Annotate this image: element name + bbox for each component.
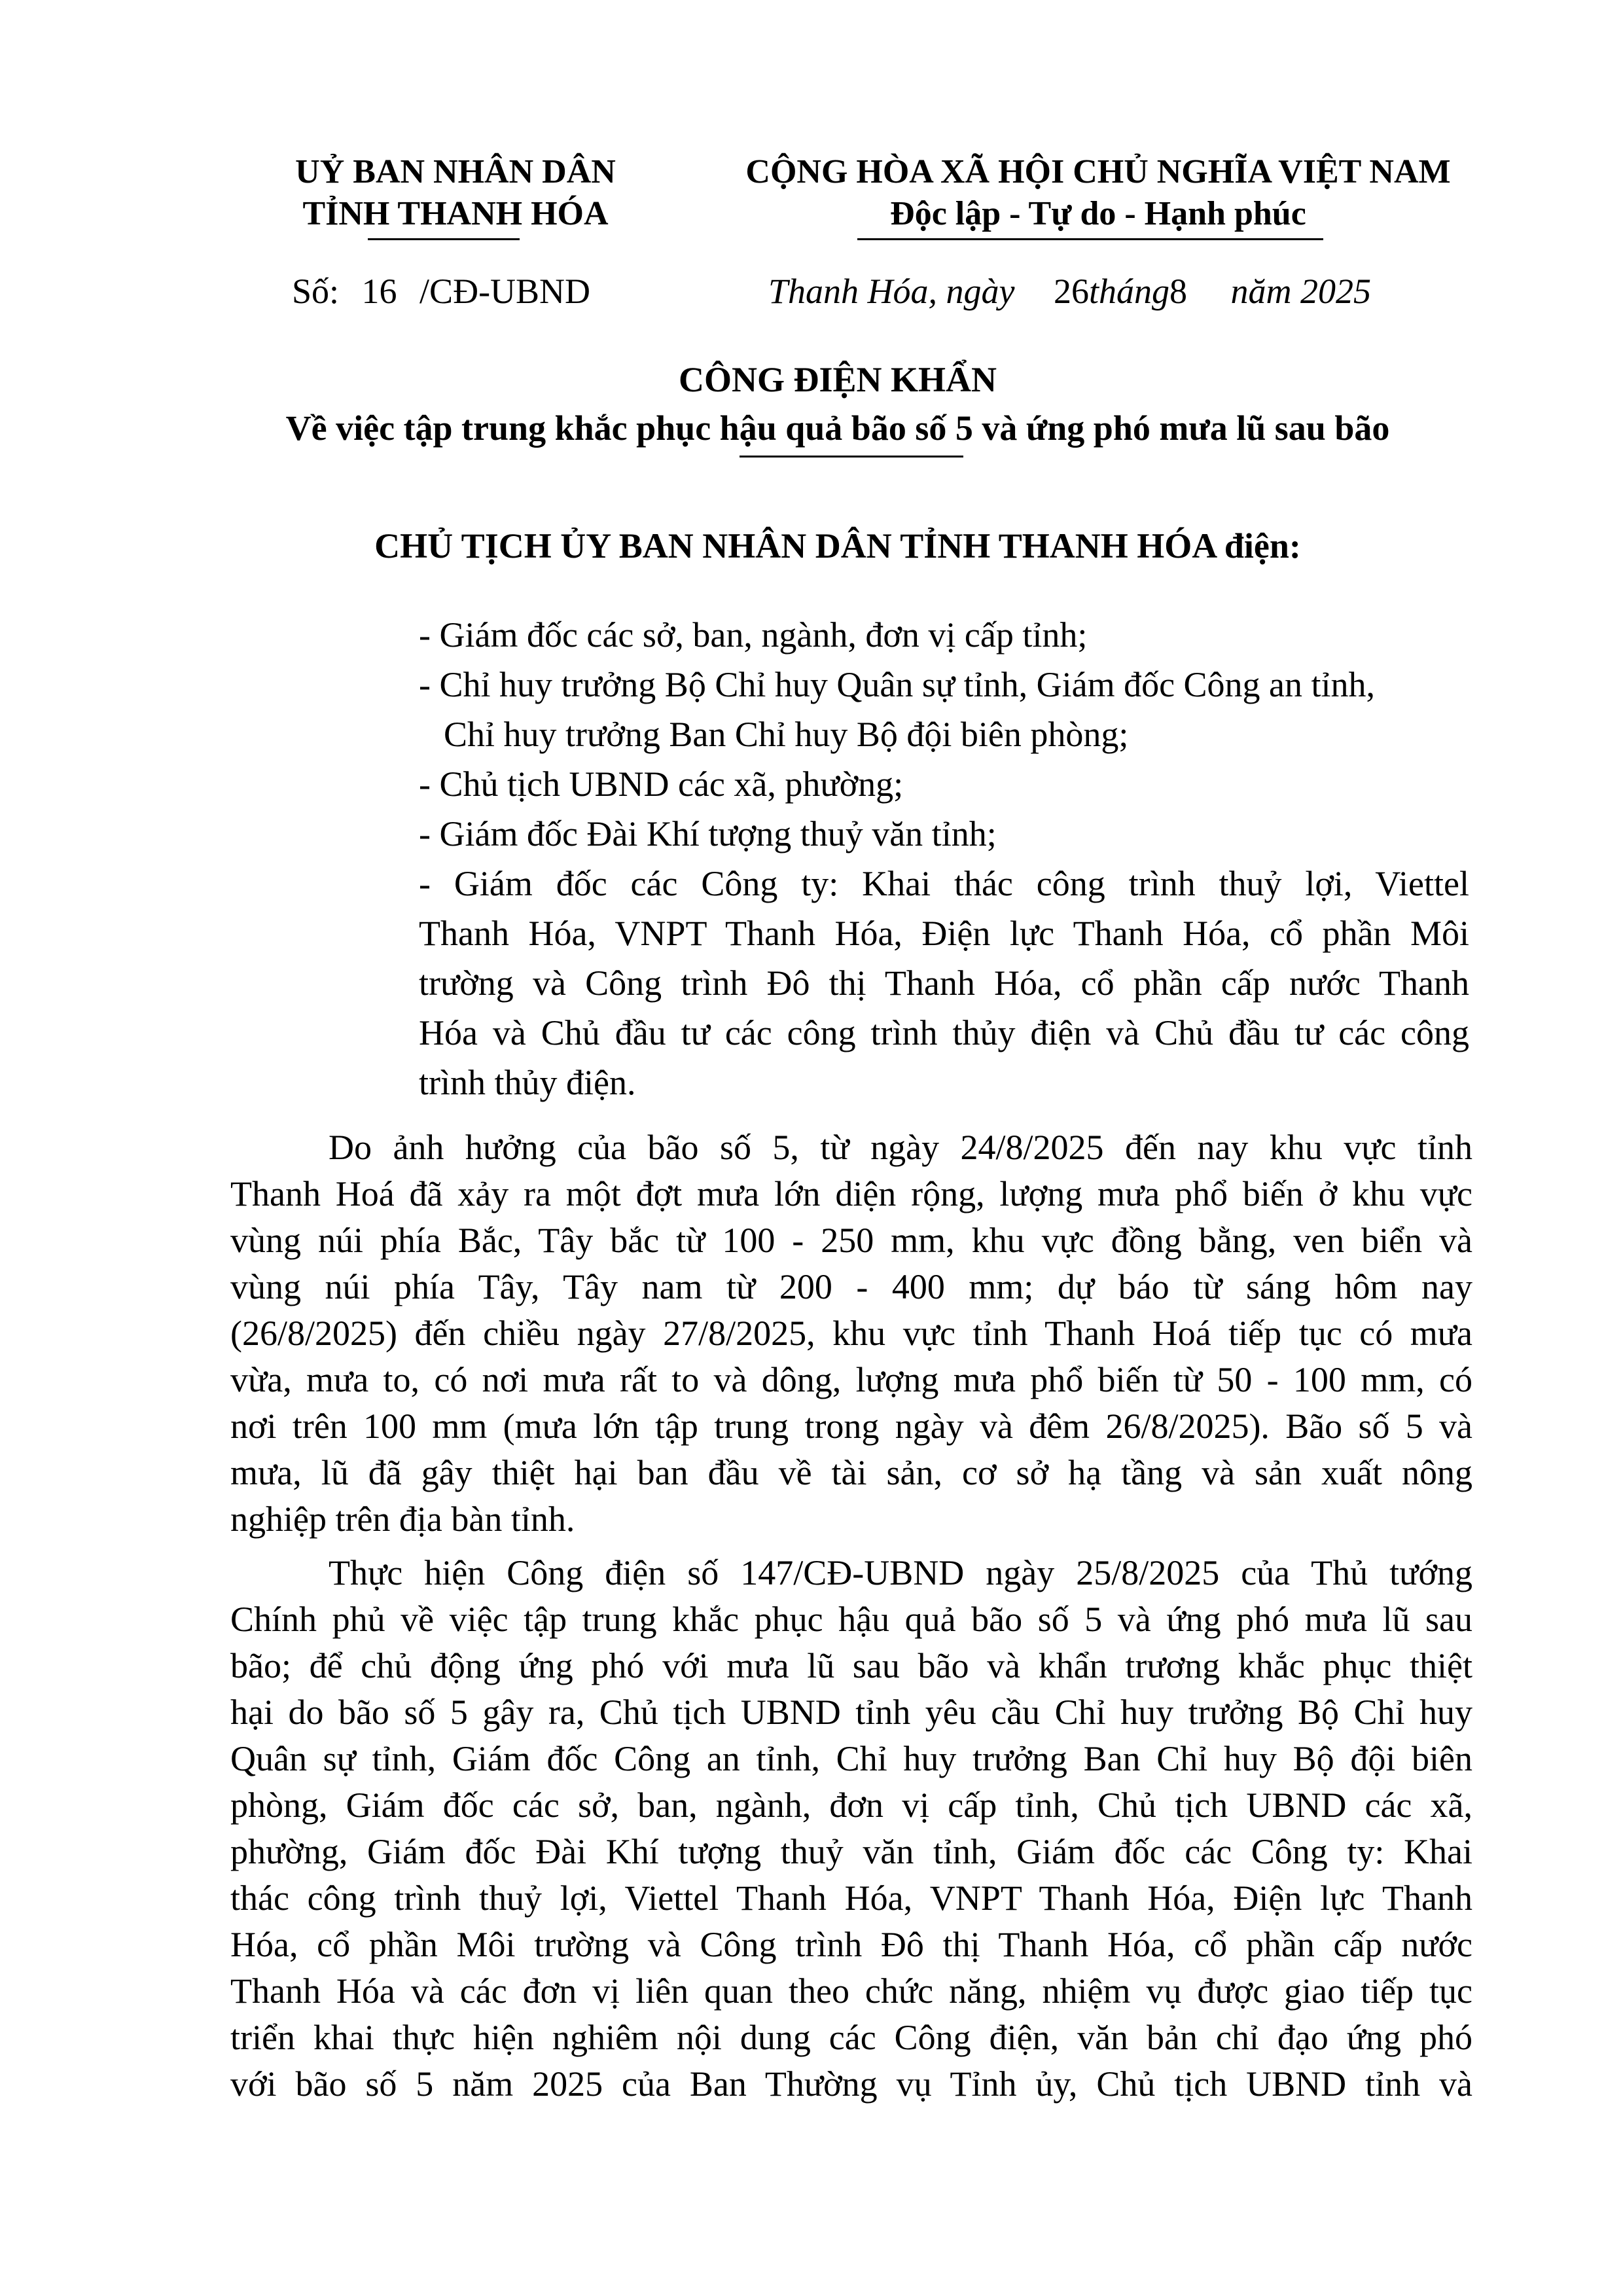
paragraph-line: phường, Giám đốc Đài Khí tượng thuỷ văn tỉnh, Giám đốc các Công ty: Khai bbox=[230, 1832, 1472, 1871]
paragraph-line: vùng núi phía Bắc, Tây bắc từ 100 - 250 mm, khu vực đồng bằng, ven biển và bbox=[230, 1221, 1472, 1260]
paragraph-line: triển khai thực hiện nghiêm nội dung các Công điện, văn bản chỉ đạo ứng phó bbox=[230, 2018, 1472, 2057]
paragraph-line: nghiệp trên địa bàn tỉnh. bbox=[230, 1499, 575, 1539]
paragraph-line: vừa, mưa to, có nơi mưa rất to và dông, lượng mưa phổ biến từ 50 - 100 mm, có bbox=[230, 1360, 1472, 1399]
list-item: Thanh Hóa, VNPT Thanh Hóa, Điện lực Thanh Hóa, cổ phần Môi bbox=[419, 914, 1469, 953]
paragraph-line: Thực hiện Công điện số 147/CĐ-UBND ngày 25/8/2025 của Thủ tướng bbox=[329, 1553, 1472, 1592]
nation-name: CỘNG HÒA XÃ HỘI CHỦ NGHĨA VIỆT NAM bbox=[745, 153, 1451, 190]
list-item: - Chủ tịch UBND các xã, phường; bbox=[419, 764, 904, 804]
paragraph-line: (26/8/2025) đến chiều ngày 27/8/2025, khu vực tỉnh Thanh Hoá tiếp tục có mưa bbox=[230, 1314, 1472, 1353]
list-item: - Giám đốc các sở, ban, ngành, đơn vị cấp tỉnh; bbox=[419, 615, 1088, 655]
date-month-label: tháng bbox=[1089, 272, 1170, 311]
paragraph-line: Quân sự tỉnh, Giám đốc Công an tỉnh, Chỉ huy trưởng Ban Chỉ huy Bộ đội biên bbox=[230, 1739, 1472, 1778]
list-item: trường và Công trình Đô thị Thanh Hóa, cổ phần cấp nước Thanh bbox=[419, 963, 1469, 1003]
document-subject: Về việc tập trung khắc phục hậu quả bão số 5 và ứng phó mưa lũ sau bão bbox=[285, 408, 1390, 448]
paragraph-line: Hóa, cổ phần Môi trường và Công trình Đô thị Thanh Hóa, cổ phần cấp nước bbox=[230, 1925, 1472, 1964]
org-underline bbox=[368, 238, 520, 240]
date-month: 8 bbox=[1169, 272, 1188, 311]
body-paragraph-2 bbox=[230, 1550, 1472, 2108]
date-day: 26 bbox=[1054, 272, 1089, 311]
paragraph-line: thác công trình thuỷ lợi, Viettel Thanh Hóa, VNPT Thanh Hóa, Điện lực Thanh bbox=[230, 1878, 1472, 1918]
paragraph-line: với bão số 5 năm 2025 của Ban Thường vụ Tỉnh ủy, Chủ tịch UBND tỉnh và bbox=[230, 2064, 1472, 2104]
paragraph-line: bão; để chủ động ứng phó với mưa lũ sau bão và khẩn trương khắc phục thiệt bbox=[230, 1646, 1472, 1685]
date-year: năm 2025 bbox=[1230, 272, 1372, 311]
body-paragraph-1 bbox=[230, 1124, 1472, 1543]
list-item: Hóa và Chủ đầu tư các công trình thủy điện và Chủ đầu tư các công bbox=[419, 1013, 1469, 1052]
paragraph-line: nơi trên 100 mm (mưa lớn tập trung trong ngày và đêm 26/8/2025). Bão số 5 và bbox=[230, 1407, 1472, 1446]
list-item: Chỉ huy trưởng Ban Chỉ huy Bộ đội biên phòng; bbox=[444, 715, 1129, 754]
place-date bbox=[768, 268, 1371, 314]
paragraph-line: phòng, Giám đốc các sở, ban, ngành, đơn vị cấp tỉnh, Chủ tịch UBND các xã, bbox=[230, 1785, 1472, 1825]
document-number bbox=[292, 268, 590, 314]
list-item: trình thủy điện. bbox=[419, 1063, 636, 1102]
title-underline bbox=[740, 456, 963, 457]
nation-motto: Độc lập - Tự do - Hạnh phúc bbox=[890, 195, 1306, 232]
paragraph-line: mưa, lũ đã gây thiệt hại ban đầu về tài sản, cơ sở hạ tầng và sản xuất nông bbox=[230, 1453, 1472, 1492]
paragraph-line: Thanh Hóa và các đơn vị liên quan theo chức năng, nhiệm vụ được giao tiếp tục bbox=[230, 1971, 1472, 2011]
paragraph-line: hại do bão số 5 gây ra, Chủ tịch UBND tỉnh yêu cầu Chỉ huy trưởng Bộ Chỉ huy bbox=[230, 1693, 1472, 1732]
paragraph-line: Chính phủ về việc tập trung khắc phục hậu quả bão số 5 và ứng phó mưa lũ sau bbox=[230, 1600, 1472, 1639]
number-suffix: /CĐ-UBND bbox=[419, 272, 591, 311]
motto-underline bbox=[857, 238, 1323, 240]
document-title: CÔNG ĐIỆN KHẨN bbox=[678, 360, 997, 399]
paragraph-line: Do ảnh hưởng của bão số 5, từ ngày 24/8/2025 đến nay khu vực tỉnh bbox=[329, 1128, 1472, 1167]
recipient-list bbox=[419, 610, 1469, 1107]
issuing-org-line2: TỈNH THANH HÓA bbox=[302, 195, 609, 232]
list-item: - Giám đốc Đài Khí tượng thuỷ văn tỉnh; bbox=[419, 814, 997, 853]
number-value: 16 bbox=[361, 272, 397, 311]
date-prefix: Thanh Hóa, ngày bbox=[768, 272, 1015, 311]
number-prefix: Số: bbox=[292, 272, 340, 311]
sender-line: CHỦ TỊCH ỦY BAN NHÂN DÂN TỈNH THANH HÓA điện: bbox=[374, 526, 1301, 565]
paragraph-line: Thanh Hoá đã xảy ra một đợt mưa lớn diện rộng, lượng mưa phổ biến ở khu vực bbox=[230, 1174, 1472, 1213]
issuing-org-line1: UỶ BAN NHÂN DÂN bbox=[295, 153, 616, 190]
paragraph-line: vùng núi phía Tây, Tây nam từ 200 - 400 mm; dự báo từ sáng hôm nay bbox=[230, 1267, 1472, 1306]
list-item: - Giám đốc các Công ty: Khai thác công trình thuỷ lợi, Viettel bbox=[419, 864, 1469, 903]
list-item: - Chỉ huy trưởng Bộ Chỉ huy Quân sự tỉnh, Giám đốc Công an tỉnh, bbox=[419, 665, 1376, 704]
